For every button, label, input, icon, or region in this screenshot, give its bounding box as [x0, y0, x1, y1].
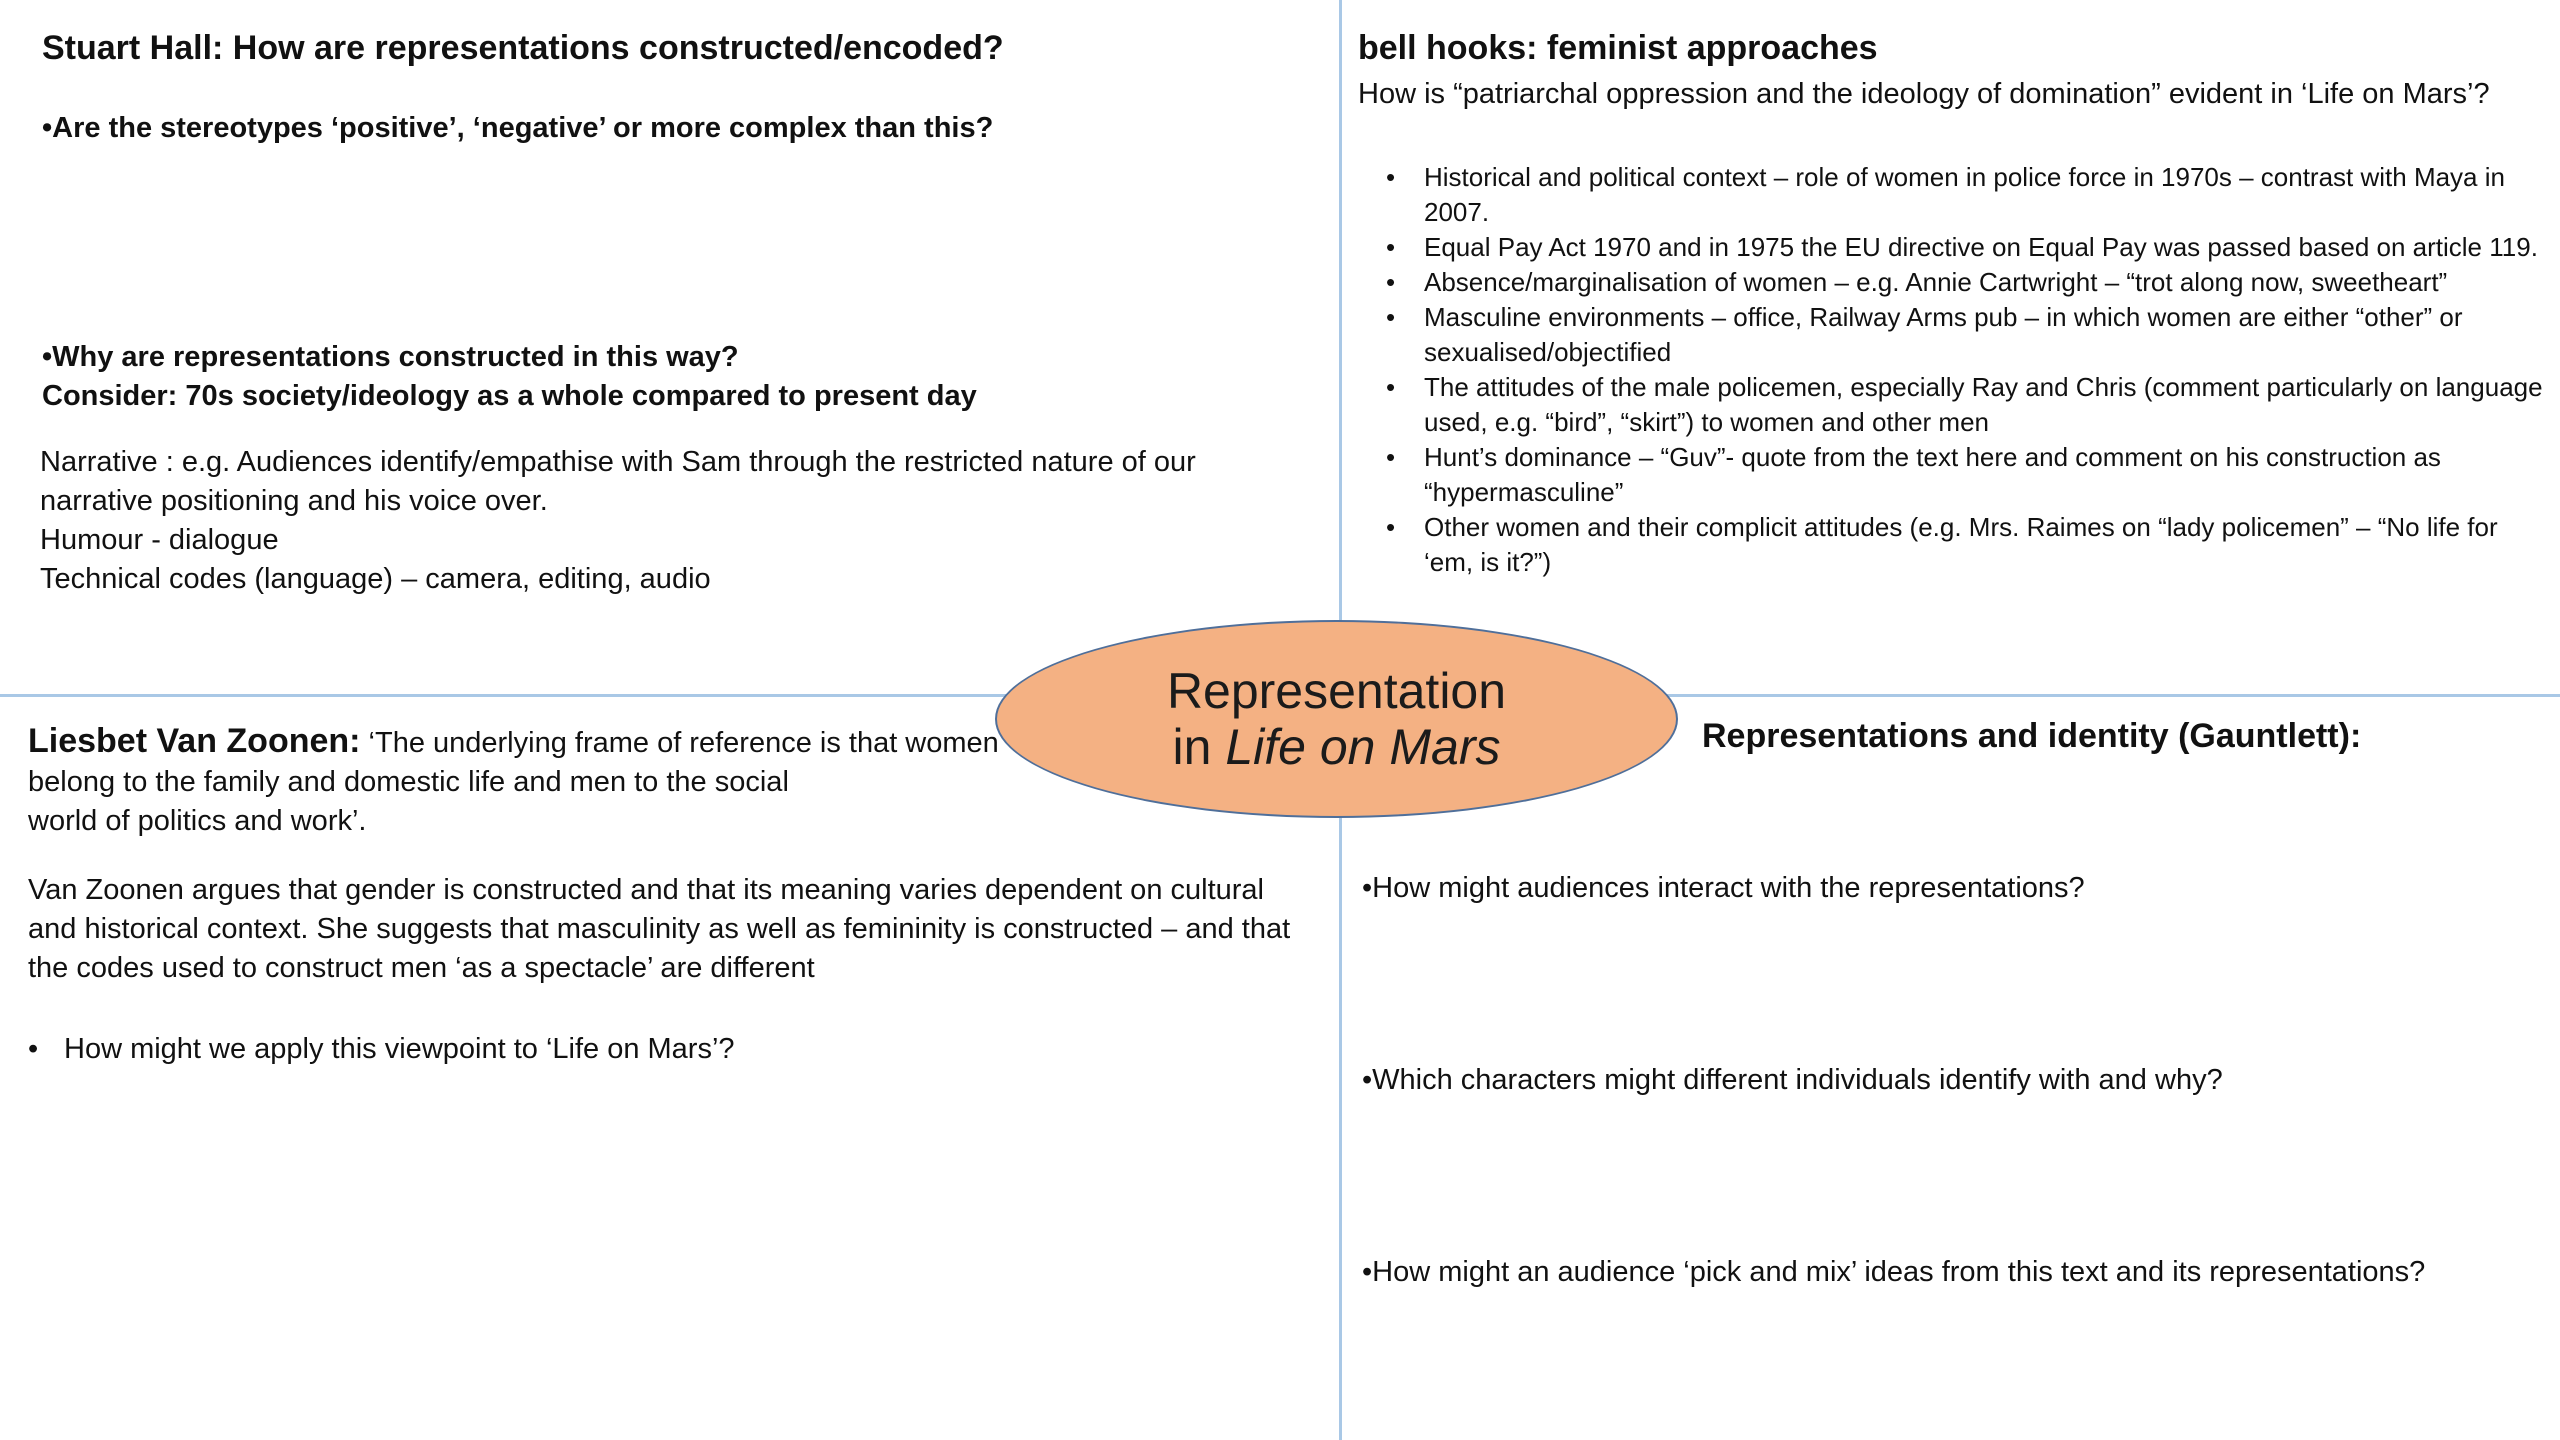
- gauntlett-title: Representations and identity (Gauntlett):: [1702, 717, 2362, 755]
- van-zoonen-quote-start: ‘The underlying frame of reference is that women: [360, 727, 999, 759]
- why-constructed-question: [42, 338, 1312, 416]
- pick-and-mix-question: •How might an audience ‘pick and mix’ ideas from this text and its representations?: [1362, 1256, 2426, 1288]
- bell-hooks-title: bell hooks: feminist approaches: [1358, 29, 1878, 67]
- humour-line: Humour - dialogue: [40, 524, 279, 557]
- bell-hooks-section: [1358, 28, 2548, 580]
- van-zoonen-argument: [28, 871, 1318, 988]
- central-title-line-2: [1173, 719, 1501, 775]
- bell-hooks-subtitle: How is “patriarchal oppression and the ideology of domination” evident in ‘Life on Mars’?: [1358, 77, 2490, 110]
- bell-hooks-bullet-list: [1358, 160, 2548, 580]
- central-title-italic: Life on Mars: [1225, 719, 1501, 775]
- stereotypes-question: •Are the stereotypes ‘positive’, ‘negative’ or more complex than this?: [42, 111, 994, 144]
- list-item: • Historical and political context – role of women in police force in 1970s – contrast with Maya in 2007.: [1424, 160, 2548, 230]
- stuart-hall-title: Stuart Hall: How are representations constructed/encoded?: [42, 29, 1004, 67]
- list-item: • Equal Pay Act 1970 and in 1975 the EU directive on Equal Pay was passed based on article 119.: [1424, 230, 2548, 265]
- narrative-line-1: Narrative : e.g. Audiences identify/empathise with Sam through the restricted nature of our: [40, 446, 1196, 478]
- consider-line: Consider: 70s society/ideology as a whole compared to present day: [42, 380, 977, 413]
- stuart-hall-section: [40, 28, 1312, 596]
- technical-codes-line: Technical codes (language) – camera, editing, audio: [40, 563, 711, 596]
- list-item: • Hunt’s dominance – “Guv”- quote from the text here and comment on his construction as “hypermasculine”: [1424, 440, 2548, 510]
- van-zoonen-quote-line-3: world of politics and work’.: [28, 805, 367, 837]
- list-item: • The attitudes of the male policemen, especially Ray and Chris (comment particularly on language used, e.g. “bird”, “skirt”) to women and other men: [1424, 370, 2548, 440]
- van-zoonen-argument-line-3: the codes used to construct men ‘as a spectacle’ are different: [28, 952, 815, 985]
- characters-identify-question: •Which characters might different individuals identify with and why?: [1362, 1064, 2223, 1096]
- van-zoonen-name: Liesbet Van Zoonen:: [28, 722, 361, 760]
- narrative-notes: [40, 443, 1270, 600]
- central-title-line-1: Representation: [1166, 663, 1507, 719]
- central-title-ellipse: [995, 620, 1678, 818]
- van-zoonen-argument-line-1: Van Zoonen argues that gender is constructed and that its meaning varies dependent on cultural: [28, 874, 1264, 906]
- central-title-prefix: in: [1172, 719, 1226, 775]
- narrative-line-2: narrative positioning and his voice over.: [40, 485, 548, 518]
- audience-interact-question: •How might audiences interact with the representations?: [1362, 872, 2085, 904]
- van-zoonen-quote-line-2: belong to the family and domestic life and men to the social: [28, 766, 789, 798]
- why-constructed-line: •Why are representations constructed in this way?: [42, 341, 739, 373]
- list-item: • Other women and their complicit attitudes (e.g. Mrs. Raimes on “lady policemen” – “No life for ‘em, is it?”): [1424, 510, 2548, 580]
- list-item: • Absence/marginalisation of women – e.g. Annie Cartwright – “trot along now, sweetheart”: [1424, 265, 2548, 300]
- van-zoonen-argument-line-2: and historical context. She suggests that masculinity as well as femininity is constructed – and that: [28, 913, 1291, 946]
- apply-viewpoint-question: • How might we apply this viewpoint to ‘Life on Mars’?: [28, 1030, 1318, 1069]
- list-item: • Masculine environments – office, Railway Arms pub – in which women are either “other” or sexualised/objectified: [1424, 300, 2548, 370]
